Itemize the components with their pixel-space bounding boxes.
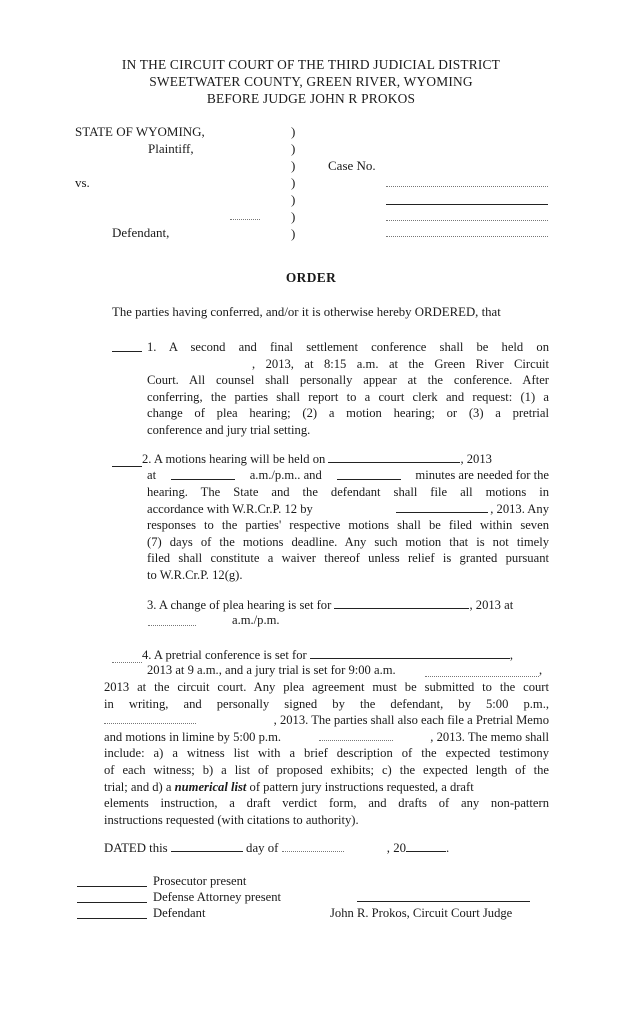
caption-paren: ) bbox=[291, 209, 296, 224]
caption-case-no: Case No. bbox=[328, 158, 376, 173]
item-1-line: 1. A second and final settlement conference shall be held on bbox=[147, 340, 549, 354]
dated-line: DATED this day of , 20 . bbox=[104, 841, 450, 855]
item-2-check-line bbox=[112, 466, 142, 467]
item-4-line-1: 4. A pretrial conference is set for , bbox=[142, 648, 514, 662]
item-4-line: include: a) a witness list with a brief description of the expected testimony bbox=[104, 746, 549, 761]
item-2-body: hearing. The State and the defendant shall file all motions in accordance with W.R.Cr.P. 12 by , 2013. Any responses to the parties' respective motions shall be filed within seven (7) days of the motions deadline. Any such motion that is not timely filed shall constitute a waiver thereof unless relief is granted pursuant to W.R.Cr.P. 12(g). bbox=[147, 485, 549, 582]
item-1-check-line bbox=[112, 351, 142, 352]
jury-trial-date-dotted bbox=[425, 676, 539, 677]
order-title: ORDER bbox=[285, 270, 337, 285]
case-no-dotted-line bbox=[386, 236, 548, 237]
prosecutor-present-label: Prosecutor present bbox=[153, 874, 247, 888]
court-order-document: IN THE CIRCUIT COURT OF THE THIRD JUDICIAL DISTRICT SWEETWATER COUNTY, GREEN RIVER, WYOMING BEFORE JUDGE JOHN R PROKOS STATE OF WYOMING, Plaintiff, vs. Defendant, Case No. ) ) ) ) ) ) ) ORDER The parties having conferred, and/or it is otherwise hereby ORDERED, that 1. A second and final settlement conference shall be held on , 2013, at 8:15 a.m. at the Green River Circuit Court. All counsel shall personally appear at the conference. After conferring, the parties shall report to a court clerk and request: (1) a change of plea hearing; (2) a motion hearing; or (3) a pretrial conference and jury trial setting. 2. A motions hearing will be held on , 2013 at a.m./p.m.. and minutes are needed for the hearing. The State and the defendant shall file all motions in accordance with W.R.Cr.P. 12 by , 2013. Any responses to the parties' respective motions shall be filed within seven (7) days of the motions deadline. Any such motion that is not timely filed shall constitute a waiver thereof unless relief is granted pursuant to W.R.Cr.P. 12(g). 3. A change of plea hearing is set for , 2013 at a.m./p.m. 4. A pretrial conference is set for , 2013 at 9 a.m., and a jury trial is set for 9:00 a.m. , 2013 at the circuit court. Any plea agreement must be submitted to the court in writing, and personally signed by the defendant, by 5:00 p.m., , 2013. The parties shall also each file a Pretrial Memo and motions in limine by 5:00 p.m. , 2013. The memo shall include: a) a witness list with a brief description of the expected testimony of each witness; b) a list of proposed exhibits; c) the expected length of the trial; and d) a numerical list of pattern jury instructions requested, a draft elements instruction, a draft verdict form, and drafts of any non-pattern instructions requested (with citations to authority). DATED this day of , 20 . Prosecutor present Defense Attorney present Defendant John R. Prokos, Circuit Court Judge bbox=[0, 0, 622, 1024]
item-4-line: in writing, and personally signed by the defendant, by 5:00 p.m., bbox=[104, 696, 549, 711]
item-2-line: to W.R.Cr.P. 12(g). bbox=[147, 567, 243, 582]
item-3-line-2: a.m./p.m. bbox=[232, 613, 280, 627]
change-of-plea-date-blank bbox=[334, 597, 469, 609]
item-4-line: of each witness; b) a list of proposed exhibits; c) the expected length of the bbox=[104, 762, 549, 777]
court-header-line-3: BEFORE JUDGE JOHN R PROKOS bbox=[206, 91, 416, 106]
item-2-line-1: 2. A motions hearing will be held on , 2013 bbox=[142, 452, 492, 466]
case-no-dotted-line bbox=[386, 220, 548, 221]
court-header-line-1: IN THE CIRCUIT COURT OF THE THIRD JUDICIAL DISTRICT bbox=[121, 57, 501, 72]
item-2-line: hearing. The State and the defendant shall file all motions in bbox=[147, 485, 549, 499]
numerical-list-emphasis: numerical list bbox=[174, 779, 247, 794]
item-4-check-line bbox=[112, 662, 142, 663]
item-1 bbox=[147, 339, 549, 439]
item-2-line-2: at a.m./p.m.. and minutes are needed for the bbox=[147, 468, 549, 482]
item-1-line: , 2013, at 8:15 a.m. at the Green River Circuit bbox=[252, 356, 549, 371]
caption-paren: ) bbox=[291, 175, 296, 190]
item-4-line: elements instruction, a draft verdict form, and drafts of any non-pattern bbox=[104, 796, 549, 811]
motions-hearing-time-blank bbox=[171, 468, 235, 480]
defense-present-label: Defense Attorney present bbox=[153, 890, 281, 904]
prosecutor-present-check-line bbox=[77, 886, 147, 887]
dated-year-blank bbox=[406, 840, 446, 852]
caption-paren: ) bbox=[291, 141, 296, 156]
caption-paren: ) bbox=[291, 192, 296, 207]
order-intro: The parties having conferred, and/or it is otherwise hereby ORDERED, that bbox=[112, 305, 501, 319]
item-1-line: Court. All counsel shall personally appear at the conference. After bbox=[147, 373, 549, 388]
item-4-line: 2013 at the circuit court. Any plea agreement must be submitted to the court bbox=[104, 680, 549, 694]
caption-paren: ) bbox=[291, 158, 296, 173]
plea-agreement-deadline-blank bbox=[104, 712, 196, 724]
motions-filing-deadline-blank bbox=[396, 501, 488, 513]
caption-state: STATE OF WYOMING, bbox=[75, 124, 205, 139]
item-1-line: conference and jury trial setting. bbox=[147, 422, 311, 437]
caption-vs: vs. bbox=[75, 175, 90, 190]
dated-month-blank bbox=[282, 840, 344, 852]
caption-paren: ) bbox=[291, 124, 296, 139]
item-2-line: responses to the parties' respective motions shall be filed within seven bbox=[147, 518, 549, 533]
court-header-line-2: SWEETWATER COUNTY, GREEN RIVER, WYOMING bbox=[149, 74, 473, 89]
judge-signature-line bbox=[357, 901, 530, 902]
motions-minutes-blank bbox=[337, 468, 401, 480]
item-1-line: change of plea hearing; (2) a motion hearing; or (3) a pretrial bbox=[147, 406, 549, 421]
defendant-present-label: Defendant bbox=[153, 906, 206, 920]
dated-day-blank bbox=[171, 840, 243, 852]
change-of-plea-time-dotted bbox=[148, 625, 196, 626]
item-4-line: instructions requested (with citations to authority). bbox=[104, 812, 359, 827]
defendant-present-check-line bbox=[77, 918, 147, 919]
item-3-line-1: 3. A change of plea hearing is set for , 2013 at bbox=[147, 598, 514, 612]
item-2-line: filed shall constitute a waiver thereof unless relief is granted pursuant bbox=[147, 551, 549, 566]
caption-defendant: Defendant, bbox=[112, 225, 170, 240]
pretrial-memo-deadline-blank bbox=[319, 729, 393, 741]
caption-plaintiff: Plaintiff, bbox=[148, 141, 194, 156]
item-2-line: (7) days of the motions deadline. Any such motion that is not timely bbox=[147, 534, 549, 549]
case-no-underline bbox=[386, 204, 548, 205]
caption-paren: ) bbox=[291, 226, 296, 241]
judge-name: John R. Prokos, Circuit Court Judge bbox=[330, 906, 513, 920]
defense-present-check-line bbox=[77, 902, 147, 903]
case-no-dotted-line bbox=[386, 186, 548, 187]
item-4-line-2: 2013 at 9 a.m., and a jury trial is set for 9:00 a.m. bbox=[147, 663, 396, 677]
item-1-line: conferring, the parties shall report to a court clerk and request: (1) a bbox=[147, 389, 549, 404]
defendant-name-dotted-line bbox=[230, 219, 260, 220]
item-4-body: 2013 at the circuit court. Any plea agreement must be submitted to the court in writing, and personally signed by the defendant, by 5:00 p.m., , 2013. The parties shall also each file a Pretrial Memo and motions in limine by 5:00 p.m. , 2013. The memo shall include: a) a witness list with a brief description of the expected testimony of each witness; b) a list of proposed exhibits; c) the expected length of the trial; and d) a numerical list of pattern jury instructions requested, a draft elements instruction, a draft verdict form, and drafts of any non-pattern instructions requested (with citations to authority). bbox=[104, 680, 549, 827]
pretrial-conference-date-blank bbox=[310, 647, 510, 659]
motions-hearing-date-blank bbox=[328, 451, 460, 463]
